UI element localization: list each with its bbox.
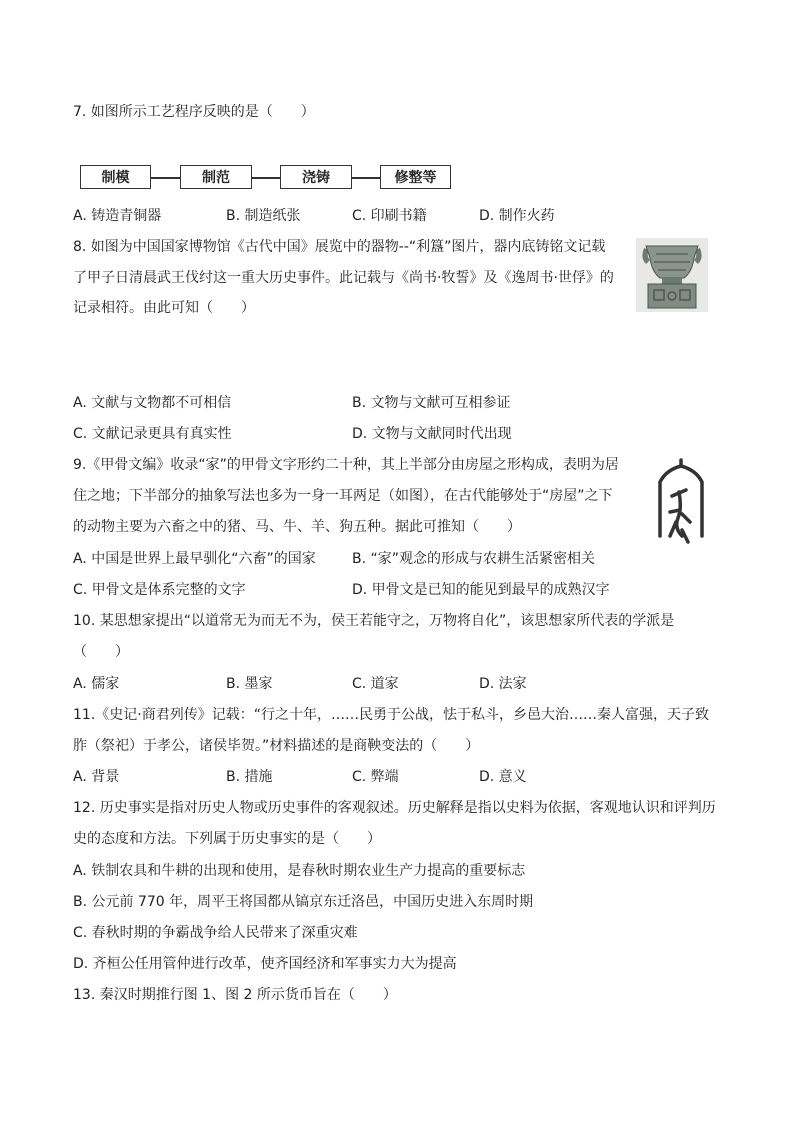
q9-option-c: C. 甲骨文是体系完整的文字: [73, 582, 246, 598]
q12-option-a: A. 铁制农具和牛耕的出现和使用，是春秋时期农业生产力提高的重要标志: [73, 863, 526, 879]
q10-option-a: A. 儒家: [73, 676, 120, 692]
flow-step-4: 修整等: [380, 165, 451, 189]
q7-option-b: B. 制造纸张: [226, 208, 301, 224]
q8-stem-line-2: 了甲子日清晨武王伐纣这一重大历史事件。此记载与《尚书·牧誓》及《逸周书·世俘》的: [73, 270, 614, 286]
q10-option-c: C. 道家: [352, 676, 399, 692]
q9-option-d: D. 甲骨文是已知的能见到最早的成熟汉字: [352, 582, 610, 598]
flow-connector: [151, 177, 180, 179]
q12-stem-line-1: 12. 历史事实是指对历史人物或历史事件的客观叙述。历史解释是指以史料为依据，客观地认识和评判历: [73, 800, 716, 816]
q8-stem-line-3: 记录相符。由此可知（ ）: [73, 300, 255, 316]
q9-option-a: A. 中国是世界上最早驯化“六畜”的国家: [73, 551, 316, 567]
q12-stem-line-2: 史的态度和方法。下列属于历史事实的是（ ）: [73, 831, 381, 847]
flow-step-2: 制范: [180, 165, 252, 189]
q8-stem-line-1: 8. 如图为中国国家博物馆《古代中国》展览中的器物--“利簋”图片，器内底铸铭文记载: [73, 239, 606, 255]
q11-stem-line-1: 11.《史记·商君列传》记载：“行之十年，……民勇于公战，怯于私斗，乡邑大治……秦人富强，天子致: [73, 707, 709, 723]
flow-step-3: 浇铸: [280, 165, 352, 189]
q9-stem-line-2: 住之地；下半部分的抽象写法也多为一身一耳两足（如图），在古代能够处于“房屋”之下: [73, 488, 613, 504]
q8-option-b: B. 文物与文献可互相参证: [352, 395, 511, 411]
q10-option-b: B. 墨家: [226, 676, 273, 692]
q10-stem-line-1: 10. 某思想家提出“以道常无为而无不为，侯王若能守之，万物将自化”，该思想家所代表的学派是: [73, 613, 675, 629]
q10-stem-line-2: （ ）: [73, 644, 129, 660]
q12-option-d: D. 齐桓公任用管仲进行改革，使齐国经济和军事实力大为提高: [73, 956, 457, 972]
q8-option-c: C. 文献记录更具有真实性: [73, 426, 232, 442]
q11-option-c: C. 弊端: [352, 769, 399, 785]
flow-step-1: 制模: [80, 165, 151, 189]
flow-connector: [352, 177, 380, 179]
q11-option-b: B. 措施: [226, 769, 273, 785]
q7-option-a: A. 铸造青铜器: [73, 208, 162, 224]
q11-option-d: D. 意义: [479, 769, 527, 785]
q10-option-d: D. 法家: [479, 676, 527, 692]
q12-option-b: B. 公元前 770 年，周平王将国都从镐京东迁洛邑，中国历史进入东周时期: [73, 894, 534, 910]
q9-stem-line-1: 9.《甲骨文编》收录“家”的甲骨文字形约二十种，其上半部分由房屋之形构成，表明为居: [73, 457, 619, 473]
q12-option-c: C. 春秋时期的争霸战争给人民带来了深重灾难: [73, 925, 358, 941]
q9-option-b: B. “家”观念的形成与农耕生活紧密相关: [352, 551, 596, 567]
oracle-bone-jia-character-icon: [652, 456, 710, 551]
q11-stem-line-2: 胙（祭祀）于孝公，诸侯毕贺。”材料描述的是商鞅变法的（ ）: [73, 738, 480, 754]
q7-option-c: C. 印刷书籍: [352, 208, 427, 224]
q8-option-a: A. 文献与文物都不可相信: [73, 395, 232, 411]
q11-option-a: A. 背景: [73, 769, 120, 785]
q7-option-d: D. 制作火药: [479, 208, 555, 224]
q13-stem: 13. 秦汉时期推行图 1、图 2 所示货币旨在（ ）: [73, 987, 397, 1003]
q9-stem-line-3: 的动物主要为六畜之中的猪、马、牛、羊、狗五种。据此可推知（ ）: [73, 519, 521, 535]
q8-option-d: D. 文物与文献同时代出现: [352, 426, 512, 442]
flow-connector: [252, 177, 280, 179]
bronze-vessel-li-gui-icon: [636, 238, 708, 312]
q7-stem: 7. 如图所示工艺程序反映的是（ ）: [73, 104, 315, 120]
